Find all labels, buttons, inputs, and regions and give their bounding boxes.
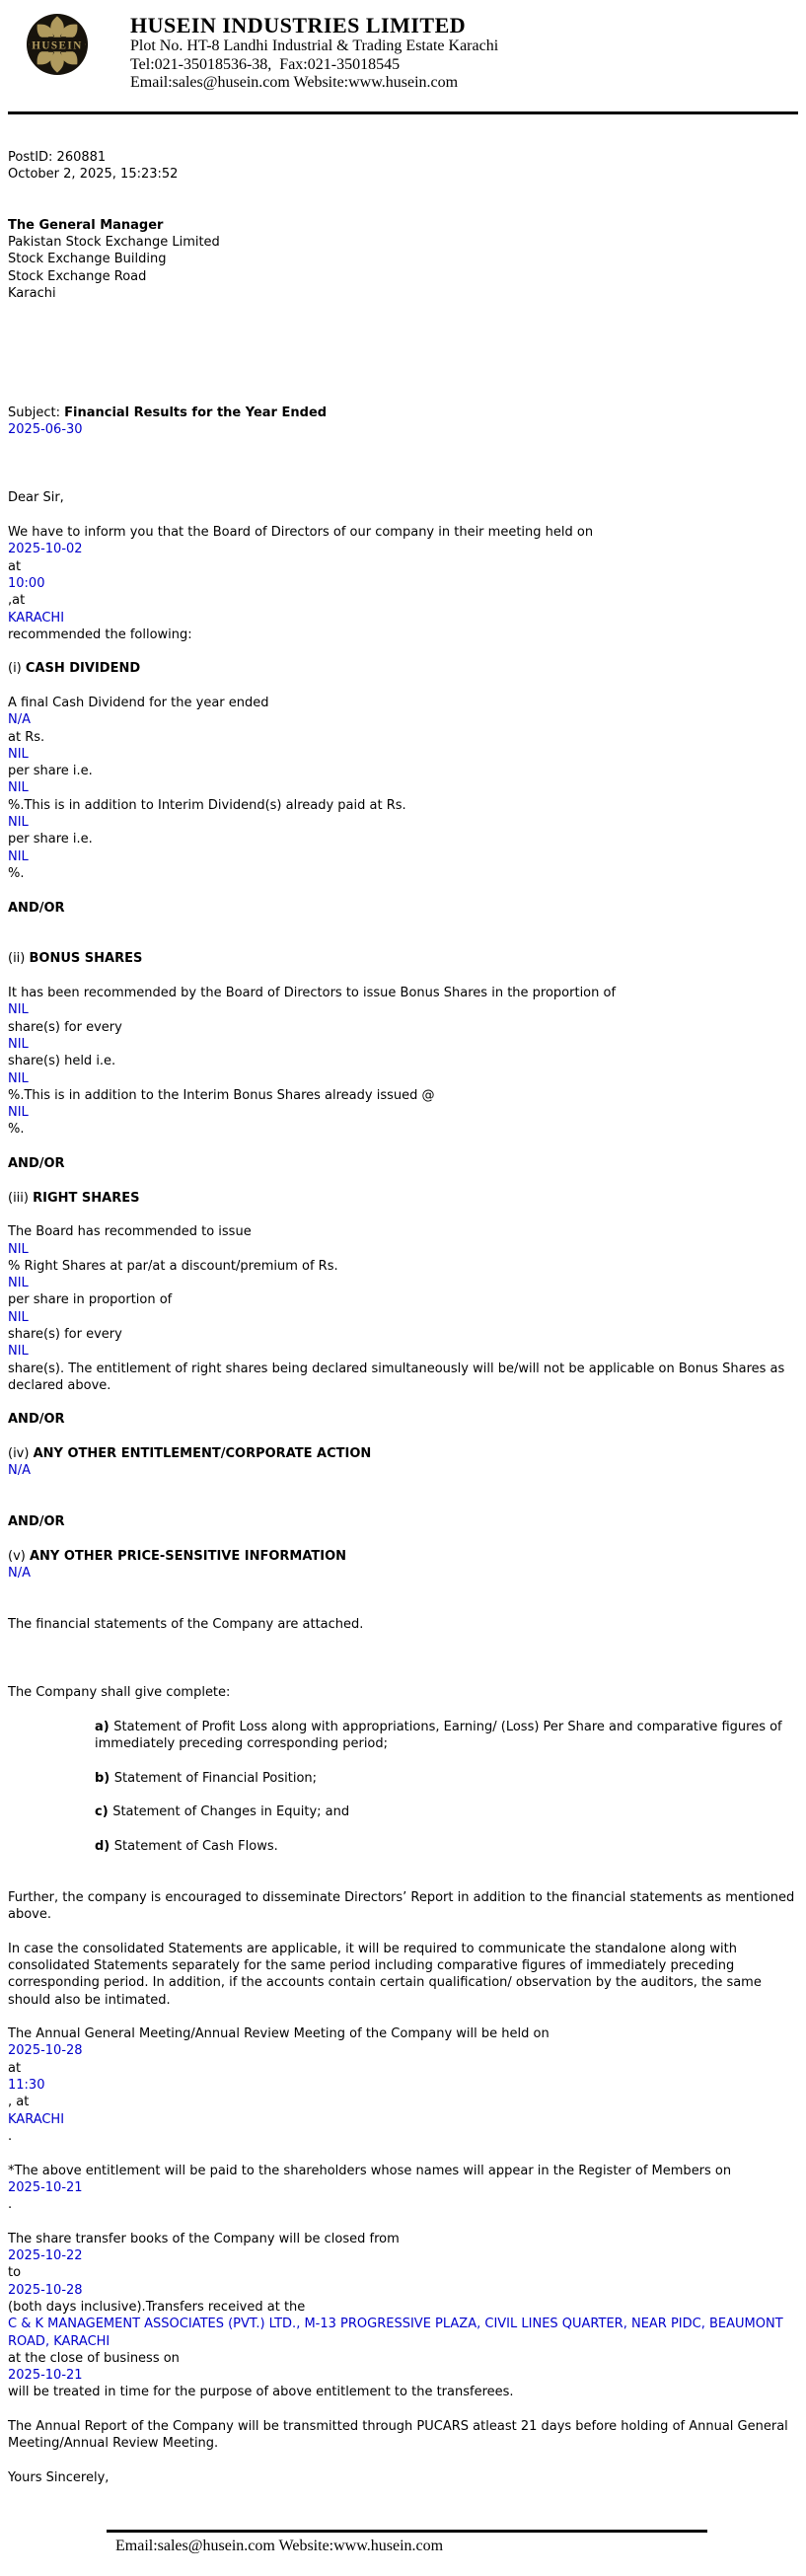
doc-line [8,763,798,779]
doc-line [8,2231,798,2247]
text-run: per share in proportion of [8,1292,173,1308]
blank-line [8,370,798,387]
section-v-heading [8,1548,798,1565]
doc-line [8,2060,798,2077]
value-link[interactable]: NIL [8,1070,29,1086]
doc-line [8,1241,798,1258]
doc-line [8,2179,798,2196]
text-run: PostID: 260881 [8,149,107,165]
value-link[interactable]: N/A [8,712,31,728]
page-footer [107,2530,707,2555]
doc-line [8,1070,798,1087]
doc-line [8,1309,798,1326]
value-link[interactable]: NIL [8,1036,29,1052]
text-run: The Annual Report of the Company will be transmitted through PUCARS atleast 21 days before holding of Annual General Meeting/Annual Review Meeting. [8,2418,788,2452]
doc-line [8,2384,798,2400]
doc-line [8,1343,798,1360]
text-run: share(s). The entitlement of right shares being declared simultaneously will be/will not be applicable on Bonus Shares as declared above. [8,1361,785,1393]
text-run: It has been recommended by the Board of Directors to issue Bonus Shares in the proportion of [8,986,617,1001]
text-run: *The above entitlement will be paid to the shareholders whose names will appear in the Register of Members on [8,2163,732,2178]
text-run: (iii) [8,1190,34,1206]
doc-line [8,746,798,763]
text-run: to [8,2265,22,2281]
text-run: AND/OR [8,900,65,916]
register-date-link[interactable]: 2025-10-21 [8,2179,83,2195]
doc-line [8,1361,798,1395]
doc-line [8,2418,798,2453]
text-run: at the close of business on [8,2350,180,2366]
blank-line [8,1633,798,1650]
doc-line [8,2094,798,2110]
value-link[interactable]: NIL [8,1105,29,1121]
addressee-line [8,285,798,302]
text-run: A final Cash Dividend for the year ended [8,696,269,710]
doc-line [8,610,798,626]
blank-line [8,1702,798,1719]
and-or-separator [8,1513,798,1530]
blank-line [8,933,798,950]
addressee-line [8,251,798,267]
salutation [8,489,798,506]
text-run: ANY OTHER ENTITLEMENT/CORPORATE ACTION [33,1446,372,1462]
blank-line [8,473,798,489]
doc-line [8,1223,798,1240]
meeting-city-link[interactable]: KARACHI [8,610,65,626]
text-run: ANY OTHER PRICE-SENSITIVE INFORMATION [29,1548,347,1564]
doc-line [8,848,798,865]
text-run: (ii) [8,951,30,967]
registrar-address [8,2316,798,2350]
doc-line [8,2367,798,2384]
text-run: share(s) for every [8,1326,122,1342]
document-body [8,114,798,2487]
agm-date-link[interactable]: 2025-10-28 [8,2043,83,2059]
blank-line [8,2145,798,2162]
doc-line [8,2077,798,2094]
doc-line [8,2163,798,2179]
addressee-line [8,268,798,285]
text-run: c) [95,1804,113,1820]
doc-line [8,2128,798,2145]
letterhead [0,0,806,93]
text-run: Yours Sincerely, [8,2469,110,2485]
text-run: per share i.e. [8,764,93,779]
and-or-separator [8,1155,798,1172]
text-run: The Board has recommended to issue [8,1224,252,1240]
text-run: Statement of Changes in Equity; and [112,1804,350,1820]
blank-line [8,2401,798,2418]
text-run: The Annual General Meeting/Annual Review Meeting of the Company will be held on [8,2026,550,2042]
company-address-line: Plot No. HT-8 Landhi Industrial & Trading Estate Karachi [130,37,499,54]
text-run: October 2, 2025, 15:23:52 [8,166,179,182]
text-run: Further, the company is encouraged to disseminate Directors’ Report in addition to the financial statements as mentioned above. [8,1889,795,1923]
doc-line [8,1462,798,1479]
text-run: ,at [8,593,26,609]
list-item-d [8,1838,798,1855]
blank-line [8,1172,798,1189]
doc-line [8,814,798,831]
doc-line [8,524,798,541]
text-run: BONUS SHARES [29,951,143,967]
blank-line [8,1480,798,1497]
text-run: Dear Sir, [8,490,64,506]
text-run: The Company shall give complete: [8,1685,231,1701]
doc-line [8,541,798,557]
blank-line [8,1651,798,1667]
text-run: Statement of Financial Position; [113,1770,318,1786]
blank-line [8,1667,798,1684]
blank-line [8,1855,798,1872]
text-run: We have to inform you that the Board of Directors of our company in their meeting held on [8,525,594,541]
text-run: The share transfer books of the Company will be closed from [8,2231,400,2246]
book-closure-end-link[interactable]: 2025-10-28 [8,2282,83,2298]
value-link[interactable]: NIL [8,815,29,831]
blank-line [8,2213,798,2230]
section-iii-heading [8,1190,798,1207]
text-run: at [8,2060,22,2076]
agm-time-link[interactable]: 11:30 [8,2078,45,2094]
doc-line [8,1121,798,1138]
logo-text: HUSEIN [32,39,83,52]
text-run: %.This is in addition to Interim Dividend(s) already paid at Rs. [8,797,406,813]
text-run: Statement of Cash Flows. [113,1838,278,1854]
text-run: per share i.e. [8,832,93,847]
text-run: share(s) for every [8,1019,122,1035]
text-run: d) [95,1838,114,1854]
addressee-line [8,234,798,251]
book-closure-start-link[interactable]: 2025-10-22 [8,2248,83,2264]
doc-line [8,2042,798,2059]
list-item-c [8,1803,798,1820]
doc-line [8,797,798,814]
company-phone-fax-line: Tel:021-35018536-38, Fax:021-35018545 [130,55,401,73]
blank-line [8,507,798,524]
doc-line [8,1565,798,1582]
doc-line [8,1036,798,1053]
doc-line [8,1053,798,1069]
company-name: HUSEIN INDUSTRIES LIMITED [130,13,467,37]
blank-line [8,882,798,899]
blank-line [8,1207,798,1223]
value-link[interactable]: NIL [8,1276,29,1291]
agm-city-link[interactable]: KARACHI [8,2111,65,2127]
list-item-a [8,1719,798,1753]
text-run: b) [95,1770,114,1786]
doc-line [8,1941,798,2009]
text-run: Statement of Profit Loss along with appropriations, Earning/ (Loss) Per Share and comparative figures of immediately preceding corresponding period; [95,1719,782,1752]
doc-line [8,695,798,711]
value-link[interactable]: NIL [8,1002,29,1018]
text-run: share(s) held i.e. [8,1054,116,1069]
blank-line [8,439,798,456]
text-run: %.This is in addition to the Interim Bonus Shares already issued @ [8,1087,435,1103]
blank-line [8,1497,798,1513]
text-run: AND/OR [8,1412,65,1428]
text-run: , at [8,2095,30,2110]
doc-line [8,2299,798,2316]
value-link[interactable]: N/A [8,1463,31,1479]
timestamp [8,166,798,183]
doc-line [8,2350,798,2367]
value-link[interactable]: NIL [8,1344,29,1360]
blank-line [8,2009,798,2025]
blank-line [8,2453,798,2469]
blank-line [8,1752,798,1769]
value-link[interactable]: NIL [8,780,29,796]
doc-line [8,779,798,796]
blank-line [8,183,798,199]
blank-line [8,1872,798,1888]
doc-line [8,1326,798,1343]
subject-date [8,421,798,438]
and-or-separator [8,1411,798,1428]
blank-line [8,1821,798,1838]
text-run: Karachi [8,285,56,301]
company-email-web-line: Email:sales@husein.com Website:www.husein.com [130,74,459,91]
closing [8,2469,798,2486]
doc-line [8,2264,798,2281]
meeting-time-link[interactable]: 10:00 [8,575,45,591]
text-run: %. [8,865,25,881]
text-run: (both days inclusive).Transfers received at the [8,2299,306,2315]
blank-line [8,1394,798,1411]
value-link[interactable]: NIL [8,1241,29,1257]
doc-line [8,831,798,847]
text-run: Subject: [8,405,65,420]
section-i-heading [8,660,798,677]
doc-line [8,1087,798,1104]
text-run: %. [8,1122,25,1138]
doc-line [8,729,798,746]
value-link[interactable]: N/A [8,1566,31,1582]
year-end-date-link[interactable]: 2025-06-30 [8,422,83,438]
addressee-name [8,217,798,234]
list-item-b [8,1770,798,1787]
blank-line [8,1923,798,1940]
text-run: In case the consolidated Statements are applicable, it will be required to communicate the standalone along with consolidated Statements separately for the same period including comparative figures of immediately preceding corresponding period. In addition, if the accounts contain certain qualification/ observation by the auditors, the same should also be intimated. [8,1941,762,2008]
meeting-date-link[interactable]: 2025-10-02 [8,542,83,557]
doc-line [8,1104,798,1121]
post-id [8,149,798,166]
registrar-address-link[interactable]: C & K MANAGEMENT ASSOCIATES (PVT.) LTD., M-13 PROGRESSIVE PLAZA, CIVIL LINES QUARTER, NEAR PIDC, BEAUMONT ROAD, KARACHI [8,2317,783,2349]
doc-line [8,575,798,592]
text-run: AND/OR [8,1156,65,1172]
section-iv-heading [8,1445,798,1462]
text-run: recommended the following: [8,626,192,642]
doc-line [8,1001,798,1018]
text-run: Stock Exchange Building [8,252,167,267]
blank-line [8,199,798,216]
blank-line [8,319,798,335]
doc-line [8,626,798,643]
text-run: (i) [8,661,26,677]
blank-line [8,1139,798,1155]
text-run: RIGHT SHARES [33,1190,140,1206]
and-or-separator [8,900,798,917]
blank-line [8,1599,798,1616]
blank-line [8,678,798,695]
text-run: at Rs. [8,729,45,745]
text-run: Financial Results for the Year Ended [64,405,328,420]
blank-line [8,1429,798,1445]
transfer-cutoff-date-link[interactable]: 2025-10-21 [8,2368,83,2384]
text-run: The financial statements of the Company are attached. [8,1617,364,1633]
text-run: will be treated in time for the purpose of above entitlement to the transferees. [8,2385,514,2400]
doc-line [8,1291,798,1308]
doc-line [8,2247,798,2264]
husein-logo-icon [26,13,89,76]
blank-line [8,456,798,473]
blank-line [8,968,798,985]
doc-line [8,711,798,728]
doc-line [8,2111,798,2128]
text-run: CASH DIVIDEND [25,661,141,677]
doc-line [8,558,798,575]
text-run: . [8,2197,13,2213]
doc-line [8,2282,798,2299]
doc-line [8,1019,798,1036]
text-run: Pakistan Stock Exchange Limited [8,234,220,250]
blank-line [8,643,798,660]
value-link[interactable]: NIL [8,848,29,864]
section-ii-heading [8,950,798,967]
text-run: AND/OR [8,1514,65,1530]
blank-line [8,917,798,933]
doc-line [8,592,798,609]
value-link[interactable]: NIL [8,1309,29,1325]
blank-line [8,388,798,405]
letterhead-text [130,14,498,93]
blank-line [8,336,798,353]
doc-line [8,1889,798,1924]
blank-line [8,1582,798,1598]
text-run: . [8,2128,13,2144]
text-run: The General Manager [8,217,164,233]
doc-line [8,1258,798,1275]
text-run: Stock Exchange Road [8,268,147,284]
subject-line [8,405,798,421]
blank-line [8,302,798,319]
doc-line [8,1275,798,1291]
doc-line [8,2196,798,2213]
text-run: at [8,558,22,574]
text-run: a) [95,1719,114,1734]
blank-line [8,353,798,370]
doc-line [8,865,798,882]
text-run: (iv) [8,1446,34,1462]
value-link[interactable]: NIL [8,746,29,762]
text-run: % Right Shares at par/at a discount/premium of Rs. [8,1258,338,1274]
doc-line [8,985,798,1001]
blank-line [8,1531,798,1548]
doc-line [8,1684,798,1701]
footer-text: Email:sales@husein.com Website:www.husein.com [115,2538,444,2555]
text-run: (v) [8,1548,30,1564]
doc-line [8,2025,798,2042]
blank-line [8,1787,798,1803]
doc-line [8,1616,798,1633]
